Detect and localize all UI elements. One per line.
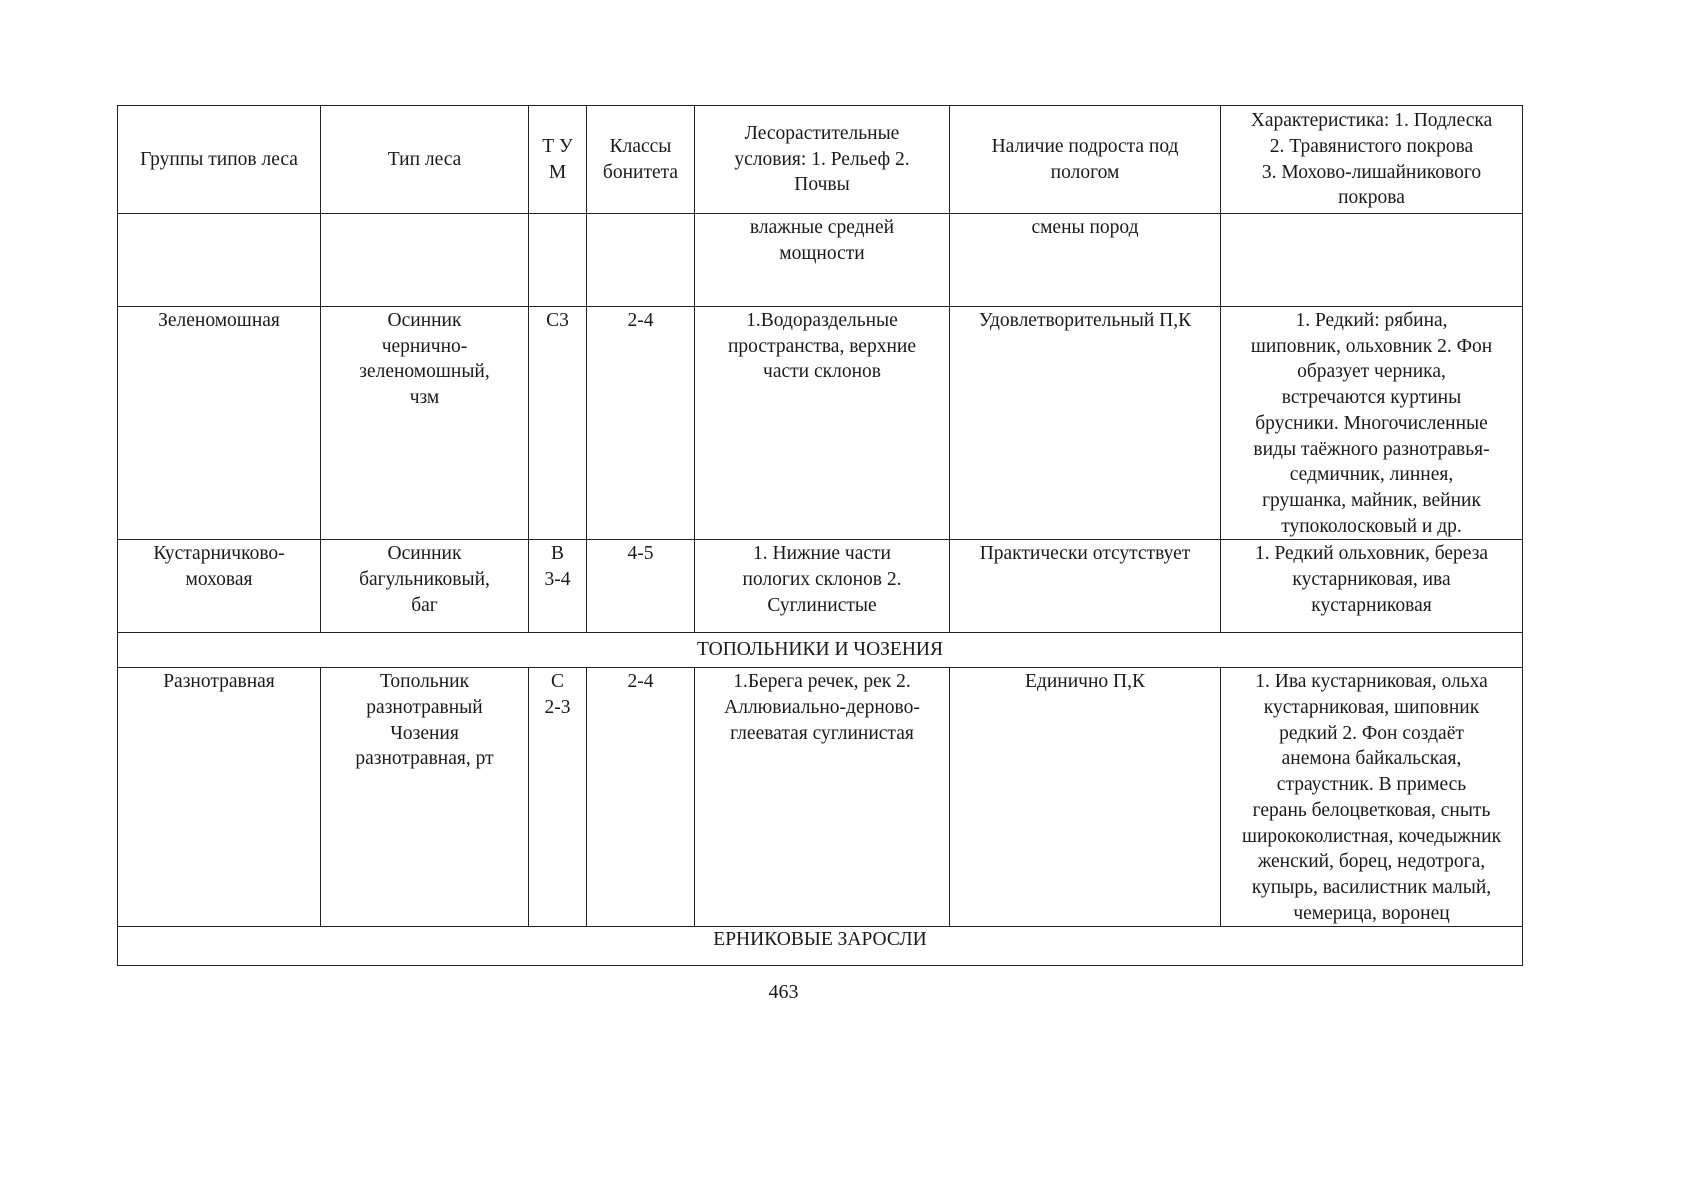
table-cell: Практически отсутствует xyxy=(950,540,1221,633)
table-cell xyxy=(118,214,321,307)
table-cell: Топольник разнотравный Чозения разнотравная, рт xyxy=(321,668,529,927)
table-cell: Осинник чернично- зеленомошный, чзм xyxy=(321,307,529,540)
table-cell: В 3-4 xyxy=(529,540,587,633)
table-header-row xyxy=(118,106,1523,214)
section-heading-poplar: ТОПОЛЬНИКИ И ЧОЗЕНИЯ xyxy=(118,633,1523,668)
section-row xyxy=(118,927,1523,966)
table-cell: Зеленомошная xyxy=(118,307,321,540)
table-cell: Разнотравная xyxy=(118,668,321,927)
table-cell: 1.Водораздельные пространства, верхние части склонов xyxy=(695,307,950,540)
table-cell: С3 xyxy=(529,307,587,540)
table-cell xyxy=(1221,214,1523,307)
header-growth-conditions: Лесорастительные условия: 1. Рельеф 2. Почвы xyxy=(695,106,950,214)
table-cell: 2-4 xyxy=(587,668,695,927)
table-cell: Единично П,К xyxy=(950,668,1221,927)
table-cell: 1. Редкий: рябина, шиповник, ольховник 2. Фон образует черника, встречаются куртины брусники. Многочисленные виды таёжного разнотравья- седмичник, линнея, грушанка, майник, вейник тупоколосковый и др. xyxy=(1221,307,1523,540)
header-characteristics: Характеристика: 1. Подлеска 2. Травянистого покрова 3. Мохово-лишайникового покрова xyxy=(1221,106,1523,214)
table-row xyxy=(118,214,1523,307)
table-row xyxy=(118,540,1523,633)
table-row xyxy=(118,307,1523,540)
forest-types-table xyxy=(117,105,1523,966)
header-undergrowth: Наличие подроста под пологом xyxy=(950,106,1221,214)
table-cell: 1. Редкий ольховник, береза кустарниковая, ива кустарниковая xyxy=(1221,540,1523,633)
section-heading-dwarf-birch: ЕРНИКОВЫЕ ЗАРОСЛИ xyxy=(118,927,1523,966)
table-cell: смены пород xyxy=(950,214,1221,307)
table-cell: Кустарничково- моховая xyxy=(118,540,321,633)
table-row xyxy=(118,668,1523,927)
header-forest-type-groups: Группы типов леса xyxy=(118,106,321,214)
table-cell: 1. Нижние части пологих склонов 2. Суглинистые xyxy=(695,540,950,633)
table-cell: 2-4 xyxy=(587,307,695,540)
page-number: 463 xyxy=(768,981,799,1003)
header-forest-type: Тип леса xyxy=(321,106,529,214)
section-row xyxy=(118,633,1523,668)
table-cell: 1. Ива кустарниковая, ольха кустарниковая, шиповник редкий 2. Фон создаёт анемона байкальская, страустник. В примесь герань белоцветковая, сныть ширококолистная, кочедыжник женский, борец, недотрога, купырь, василистник малый, чемерица, воронец xyxy=(1221,668,1523,927)
header-bonitet-classes: Классы бонитета xyxy=(587,106,695,214)
header-tum: Т У М xyxy=(529,106,587,214)
table-cell: Осинник багульниковый, баг xyxy=(321,540,529,633)
table-cell: Удовлетворительный П,К xyxy=(950,307,1221,540)
table-cell: 1.Берега речек, рек 2. Аллювиально-дерново- глееватая суглинистая xyxy=(695,668,950,927)
table-cell: 4-5 xyxy=(587,540,695,633)
table-cell xyxy=(321,214,529,307)
table-cell: С 2-3 xyxy=(529,668,587,927)
table-cell xyxy=(587,214,695,307)
table-cell: влажные средней мощности xyxy=(695,214,950,307)
table-cell xyxy=(529,214,587,307)
